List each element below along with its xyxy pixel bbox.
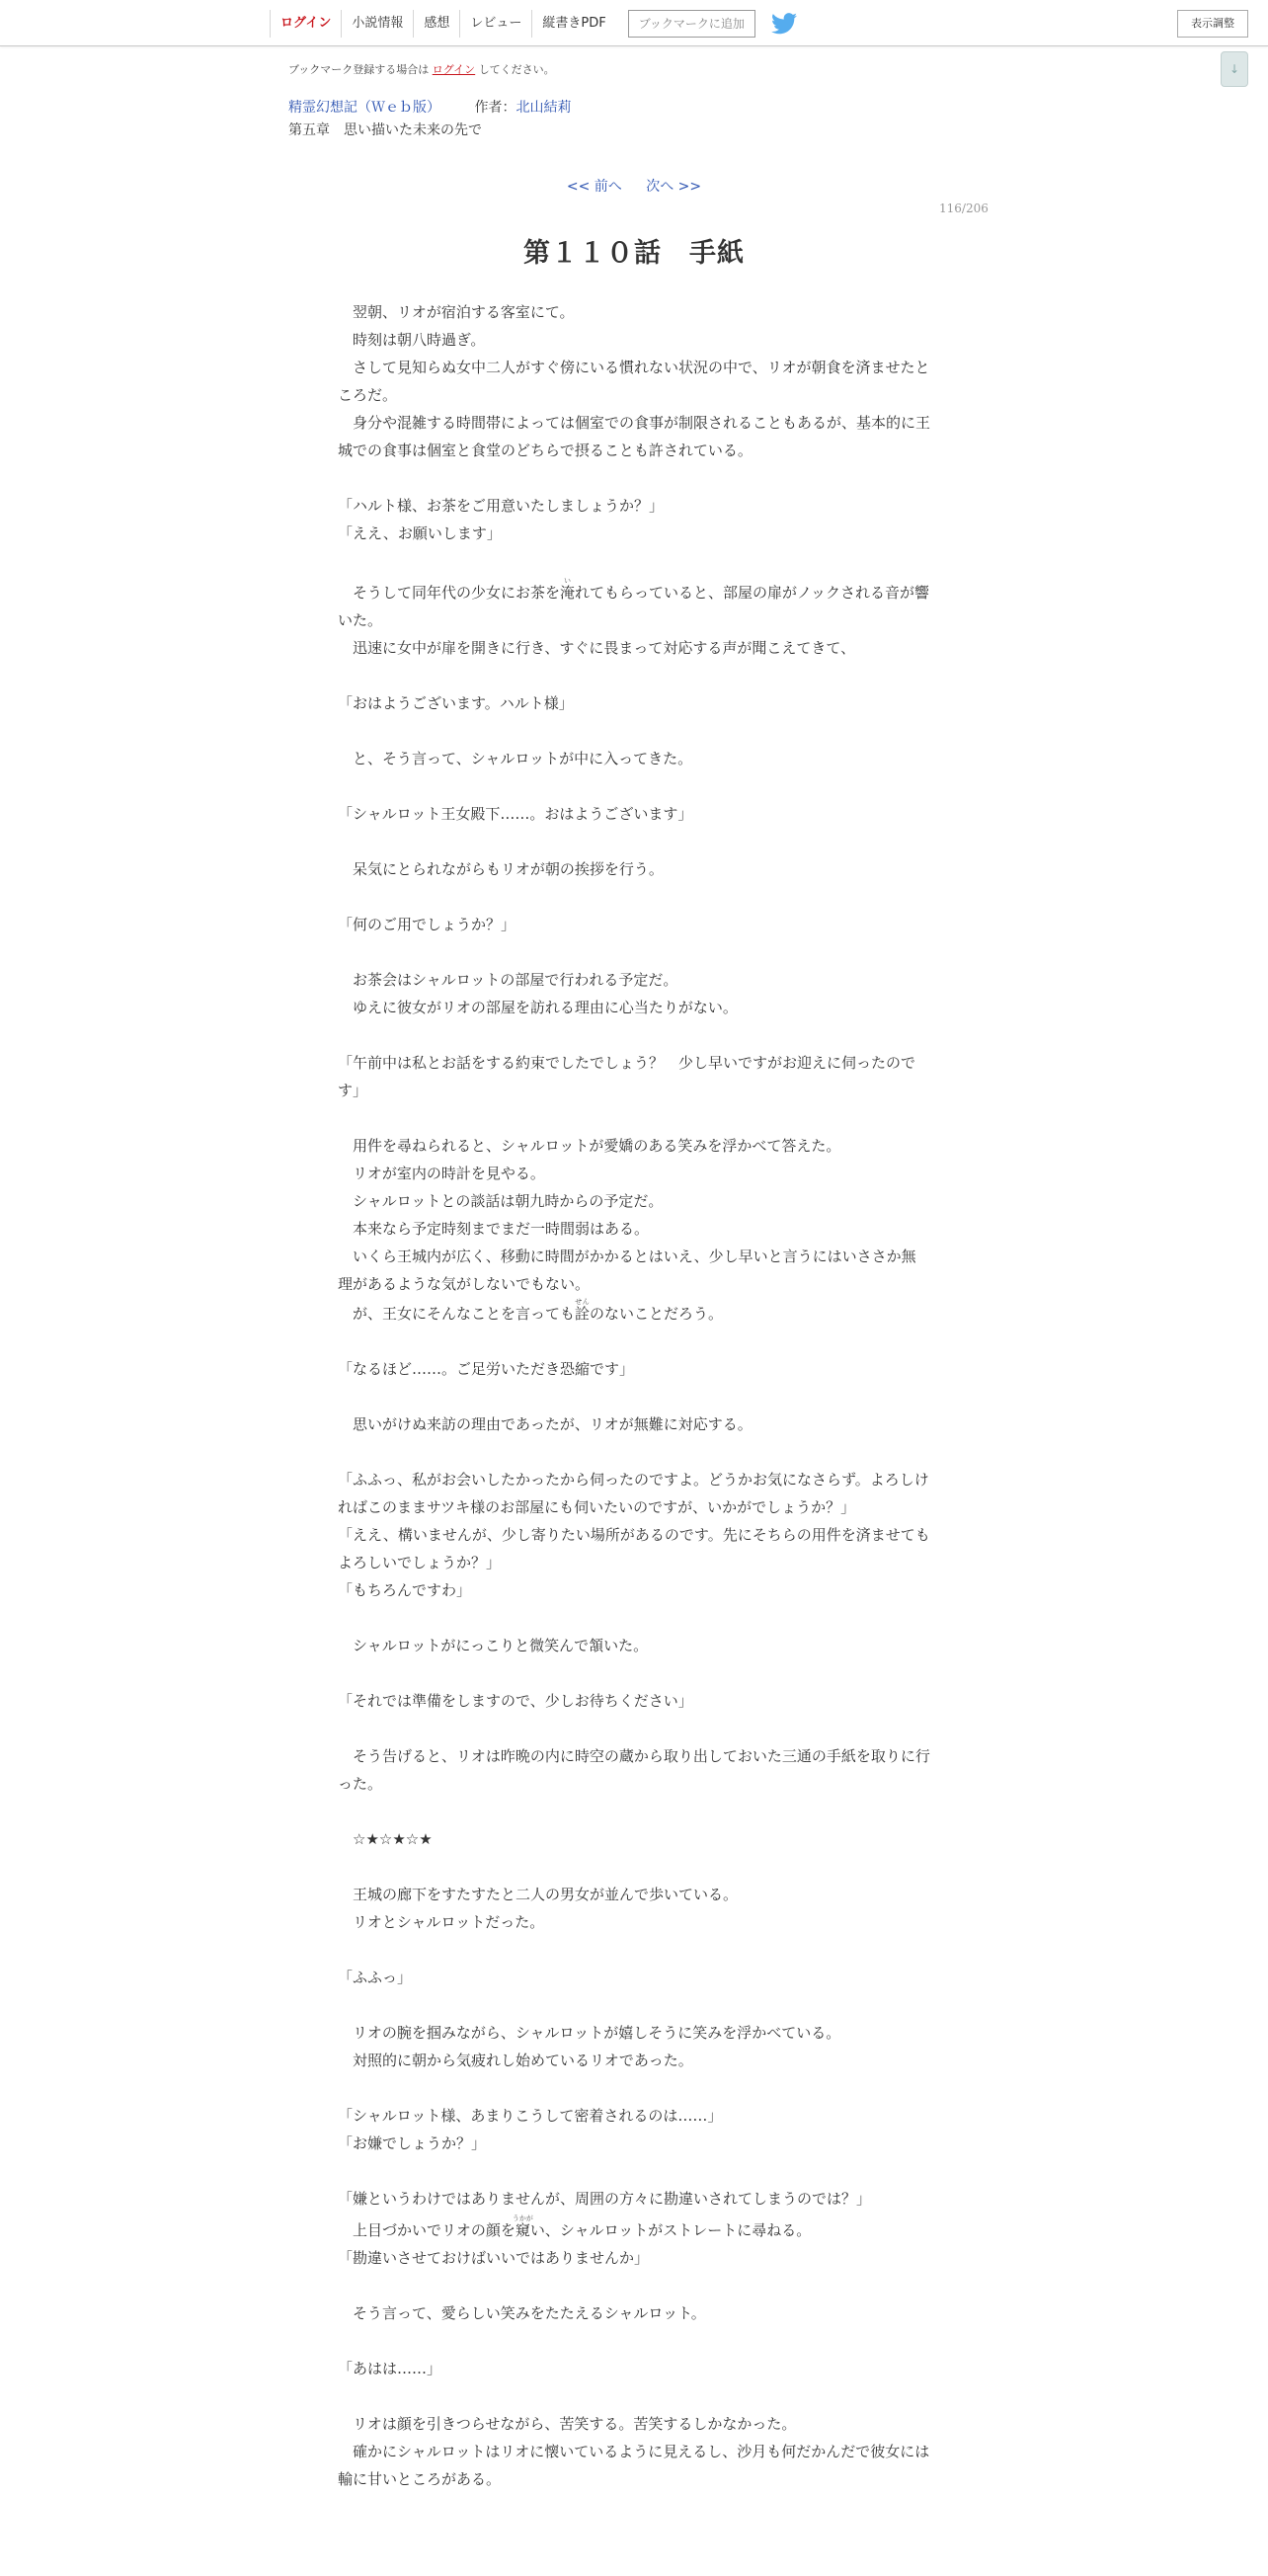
- author-link[interactable]: 北山結莉: [515, 100, 572, 116]
- body-paragraph: 迅速に女中が扉を開きに行き、すぐに畏まって対応する声が聞こえてきて、: [338, 639, 856, 657]
- body-paragraph: 「シャルロット様、あまりこうして密着されるのは……」: [338, 2107, 723, 2125]
- body-paragraph: リオの腕を掴みながら、シャルロットが嬉しそうに笑みを浮かべている。: [338, 2024, 841, 2042]
- body-paragraph: 呆気にとられながらもリオが朝の挨拶を行う。: [338, 860, 664, 878]
- impressions-link[interactable]: 感想: [413, 10, 459, 38]
- body-paragraph: ☆★☆★☆★: [338, 1830, 433, 1848]
- ruby-text-before: そうして同年代の少女にお茶を: [338, 584, 561, 602]
- body-paragraph: いくら王城内が広く、移動に時間がかかるとはいえ、少し早いと言うにはいささか無理があるような気がしないでもない。: [338, 1248, 916, 1293]
- body-paragraph: [338, 2327, 930, 2355]
- body-paragraph: [338, 1021, 930, 1049]
- add-bookmark-button[interactable]: ブックマークに追加: [628, 10, 755, 38]
- body-paragraph: 本来なら予定時刻までまだ一時間弱はある。: [338, 1220, 650, 1238]
- body-paragraph: [338, 1991, 930, 2019]
- body-paragraph: そう言って、愛らしい笑みをたたえるシャルロット。: [338, 2304, 706, 2322]
- twitter-icon[interactable]: [771, 13, 797, 35]
- body-paragraph: [338, 2157, 930, 2185]
- body-paragraph: 対照的に朝から気疲れし始めているリオであった。: [338, 2052, 693, 2069]
- body-paragraph: 「勘違いさせておけばいいではありませんか」: [338, 2249, 650, 2267]
- body-paragraph: [338, 2074, 930, 2102]
- ruby-text-before: が、王女にそんなことを言っても: [338, 1305, 576, 1323]
- ruby-annotation: [512, 2214, 533, 2239]
- body-paragraph: 身分や混雑する時間帯によっては個室での食事が制限されることもあるが、基本的に王城での食事は個室と食堂のどちらで摂ることも許されている。: [338, 414, 931, 459]
- body-paragraph: [338, 1383, 930, 1410]
- body-paragraph: [338, 1715, 930, 1742]
- prev-episode-link[interactable]: << 前へ: [566, 179, 622, 195]
- body-paragraph-with-ruby: [338, 575, 930, 634]
- series-info: [288, 97, 571, 117]
- body-paragraph-with-ruby: [338, 1298, 930, 1328]
- body-paragraph: 「シャルロット王女殿下……。おはようございます」: [338, 805, 693, 823]
- body-paragraph: 翌朝、リオが宿泊する客室にて。: [338, 303, 575, 321]
- body-paragraph: 時刻は朝八時過ぎ。: [338, 331, 486, 349]
- body-paragraph: [338, 662, 930, 689]
- novel-body: [338, 298, 930, 2576]
- series-title-link[interactable]: 精霊幻想記（Ｗｅｂ版）: [288, 100, 440, 116]
- ruby-base: 詮: [575, 1305, 591, 1323]
- ruby-reading: い: [560, 577, 576, 585]
- body-paragraph: シャルロットがにっこりと微笑んで頷いた。: [338, 1637, 649, 1654]
- ruby-base: 窺: [512, 2221, 533, 2239]
- pager: [0, 176, 1268, 196]
- body-paragraph: [338, 828, 930, 855]
- body-paragraph: 「嫌というわけではありませんが、周囲の方々に勘違いされてしまうのでは？」: [338, 2190, 872, 2208]
- ruby-reading: うかが: [512, 2214, 533, 2222]
- body-paragraph: [338, 1936, 930, 1964]
- body-paragraph: [338, 2548, 930, 2576]
- body-paragraph: さして見知らぬ女中二人がすぐ傍にいる慣れない状況の中で、リオが朝食を済ませたところだ。: [338, 359, 930, 404]
- body-paragraph: 「ええ、お願いします」: [338, 524, 502, 542]
- body-paragraph: [338, 2521, 930, 2548]
- body-paragraph: ゆえに彼女がリオの部屋を訪れる理由に心当たりがない。: [338, 999, 738, 1016]
- body-paragraph: 「あはは……」: [338, 2360, 442, 2377]
- body-paragraph: [338, 2382, 930, 2410]
- body-paragraph: 「なるほど……。ご足労いただき恐縮です」: [338, 1360, 635, 1378]
- body-paragraph: 「ふふっ」: [338, 1969, 413, 1986]
- top-navigation-bar: [0, 0, 1268, 46]
- body-paragraph: [338, 547, 930, 575]
- ruby-annotation: [560, 577, 576, 602]
- notice-login-link[interactable]: ログイン: [432, 63, 476, 76]
- body-paragraph: [338, 2272, 930, 2299]
- body-paragraph: と、そう言って、シャルロットが中に入ってきた。: [338, 750, 693, 767]
- body-paragraph: [338, 883, 930, 911]
- ruby-annotation: [575, 1298, 591, 1323]
- body-paragraph: 思いがけぬ来訪の理由であったが、リオが無難に対応する。: [338, 1415, 753, 1433]
- novel-info-link[interactable]: 小説情報: [341, 10, 413, 38]
- body-paragraph: リオが室内の時計を見やる。: [338, 1165, 545, 1182]
- body-paragraph: 王城の廊下をすたすたと二人の男女が並んで歩いている。: [338, 1886, 739, 1903]
- body-paragraph: リオは顔を引きつらせながら、苦笑する。苦笑するしかなかった。: [338, 2415, 797, 2433]
- body-paragraph: [338, 1853, 930, 1881]
- bookmark-login-notice: [288, 61, 555, 77]
- body-paragraph: [338, 772, 930, 800]
- body-paragraph: シャルロットとの談話は朝九時からの予定だ。: [338, 1192, 664, 1210]
- vertical-pdf-link[interactable]: 縦書きPDF: [531, 10, 615, 38]
- ruby-base: 淹: [560, 584, 576, 602]
- ruby-text-before: 上目づかいでリオの顔を: [338, 2221, 515, 2239]
- body-paragraph: [338, 2493, 930, 2521]
- body-paragraph: 「ハルト様、お茶をご用意いたしましょうか？」: [338, 497, 665, 515]
- body-paragraph: [338, 1659, 930, 1687]
- body-paragraph: 「お嫌でしょうか？」: [338, 2134, 487, 2152]
- body-paragraph: 「おはようございます。ハルト様」: [338, 694, 574, 712]
- body-paragraph: 「何のご用でしょうか？」: [338, 916, 516, 933]
- chapter-title: 第五章 思い描いた未来の先で: [288, 122, 482, 138]
- body-paragraph: 確かにシャルロットはリオに懐いているように見えるし、沙月も何だかんだで彼女には輸に甘いところがある。: [338, 2443, 930, 2488]
- body-paragraph: 「ふふっ、私がお会いしたかったから伺ったのですよ。どうかお気になさらず。よろしければこのままサツキ様のお部屋にも伺いたいのですが、いかがでしょうか？」: [338, 1471, 929, 1516]
- next-episode-link[interactable]: 次へ >>: [646, 179, 702, 195]
- body-paragraph: [338, 1438, 930, 1466]
- body-paragraph: [338, 717, 930, 745]
- ruby-text-after: れてもらっていると、部屋の扉がノックされる音が響いた。: [338, 584, 929, 629]
- ruby-text-after: い、シャルロットがストレートに尋ねる。: [529, 2221, 812, 2239]
- body-paragraph: 「もちろんですわ」: [338, 1581, 472, 1599]
- author-label: 作者：: [474, 100, 516, 116]
- body-paragraph: 「ええ、構いませんが、少し寄りたい場所があるのです。先にそちらの用件を済ませてもよろしいでしょうか？」: [338, 1526, 930, 1571]
- body-paragraph: リオとシャルロットだった。: [338, 1913, 545, 1931]
- body-paragraph: [338, 938, 930, 966]
- notice-suffix: してください。: [478, 63, 555, 76]
- notice-prefix: ブックマーク登録する場合は: [288, 63, 430, 76]
- login-link[interactable]: ログイン: [270, 10, 341, 38]
- body-paragraph: [338, 1104, 930, 1132]
- scroll-down-button[interactable]: ↓: [1221, 51, 1248, 87]
- body-paragraph: 「午前中は私とお話をする約束でしたでしょう？ 少し早いですがお迎えに伺ったのです」: [338, 1054, 916, 1099]
- episode-title: 第１１０話 手紙: [523, 238, 745, 269]
- body-paragraph: 用件を尋ねられると、シャルロットが愛嬌のある笑みを浮かべて答えた。: [338, 1137, 841, 1155]
- display-settings-button[interactable]: 表示調整: [1177, 10, 1248, 38]
- body-paragraph: 「それでは準備をしますので、少しお待ちください」: [338, 1692, 693, 1710]
- body-paragraph: [338, 1604, 930, 1632]
- body-paragraph: お茶会はシャルロットの部屋で行われる予定だ。: [338, 971, 678, 989]
- review-link[interactable]: レビュー: [459, 10, 531, 38]
- ruby-reading: せん: [575, 1298, 591, 1306]
- body-paragraph: そう告げると、リオは昨晩の内に時空の蔵から取り出しておいた三通の手紙を取りに行った。: [338, 1747, 930, 1793]
- body-paragraph-with-ruby: [338, 2213, 930, 2244]
- body-paragraph: [338, 464, 930, 492]
- episode-counter: 116/206: [939, 201, 989, 215]
- nav-menu: [270, 10, 797, 38]
- body-paragraph: [338, 1328, 930, 1355]
- ruby-text-after: のないことだろう。: [590, 1305, 724, 1323]
- body-paragraph: [338, 1798, 930, 1825]
